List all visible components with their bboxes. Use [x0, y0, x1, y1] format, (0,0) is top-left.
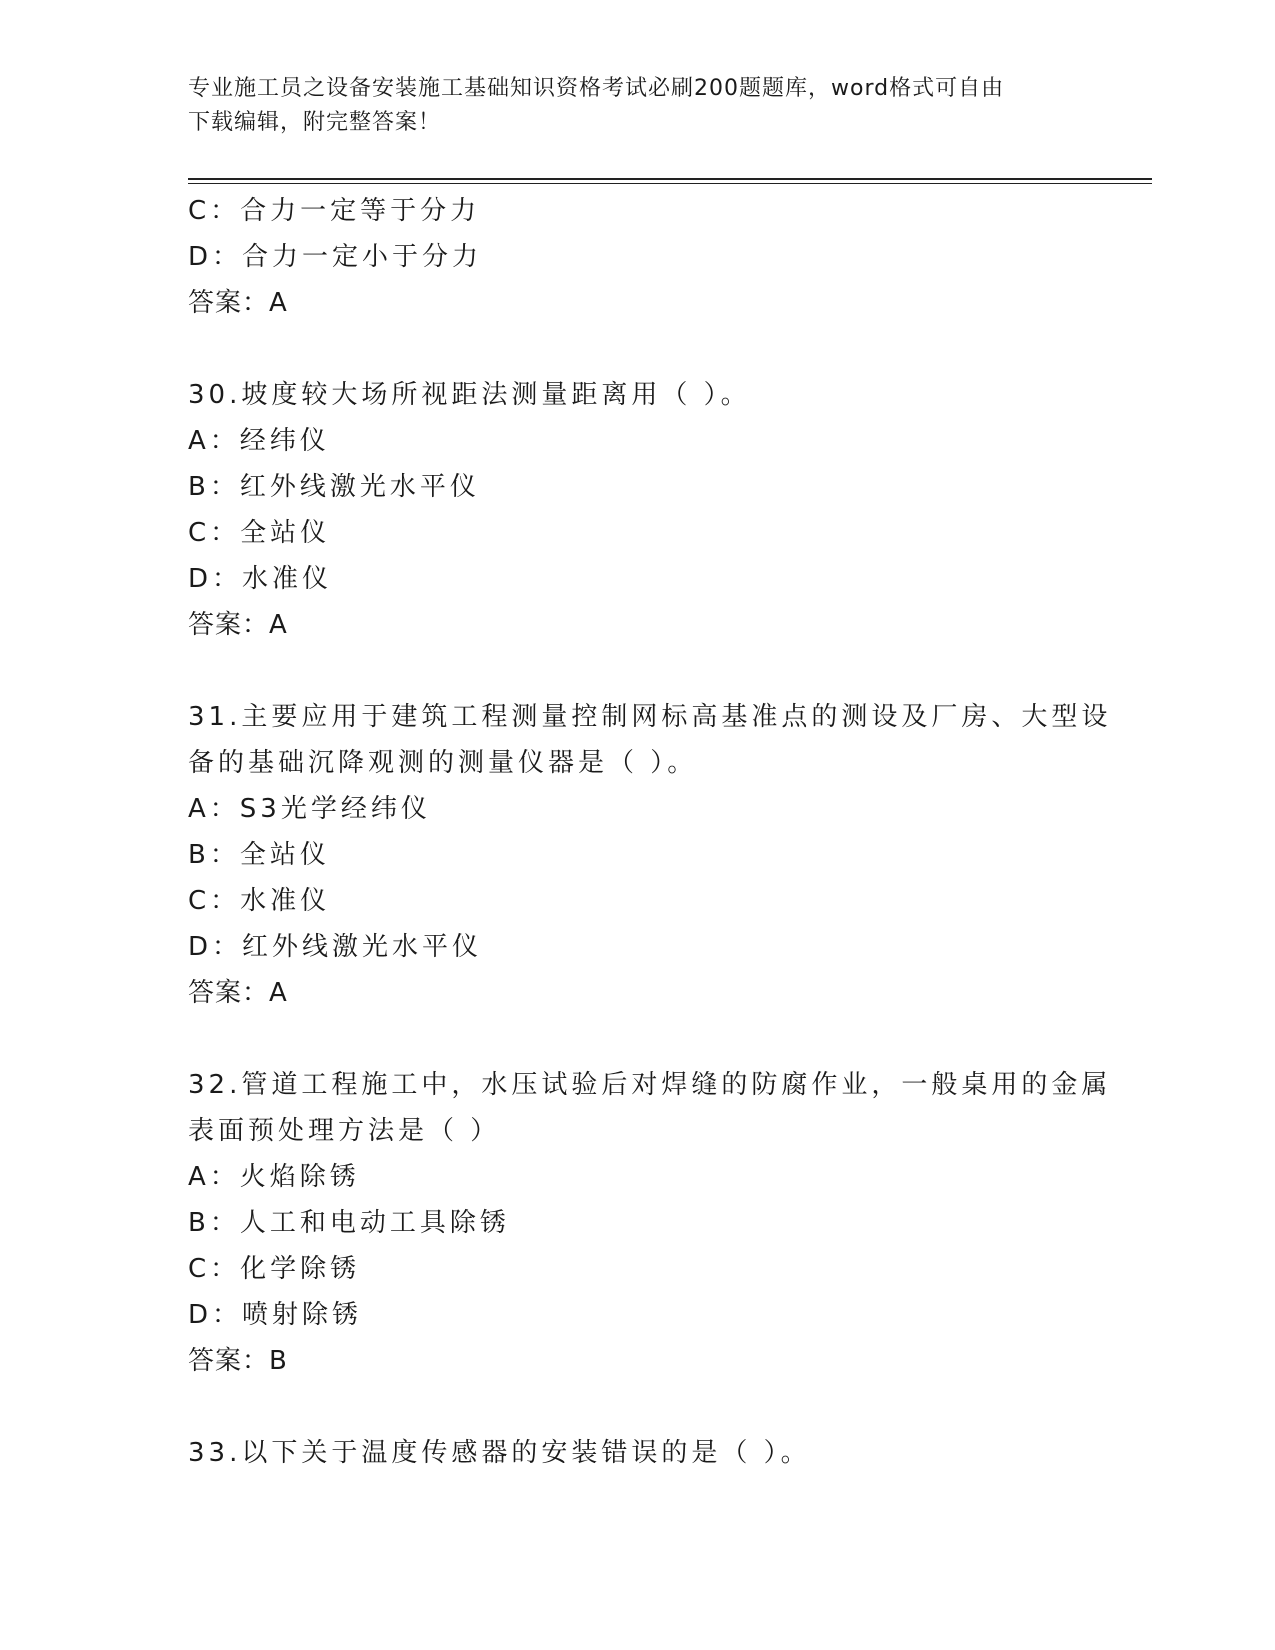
option-d: D：红外线激光水平仪 [188, 932, 483, 962]
option-d: D：喷射除锈 [188, 1300, 363, 1330]
spacer [188, 1016, 1088, 1062]
question-stem-continued: 表面预处理方法是（ ） [188, 1116, 501, 1146]
header-rule-thick [188, 178, 1152, 180]
answer-label: 答案：B [188, 1346, 288, 1376]
spacer [188, 648, 1088, 694]
header-line-2: 下载编辑，附完整答案！ [188, 110, 442, 135]
spacer [188, 1384, 1088, 1430]
option-d: D：合力一定小于分力 [188, 242, 483, 272]
question-stem: 32.管道工程施工中，水压试验后对焊缝的防腐作业，一般桌用的金属 [188, 1070, 1112, 1100]
question-stem: 31.主要应用于建筑工程测量控制网标高基准点的测设及厂房、大型设 [188, 702, 1112, 732]
option-b: B：红外线激光水平仪 [188, 472, 480, 502]
option-a: A：经纬仪 [188, 426, 330, 456]
question-block-30 [188, 372, 1088, 648]
option-a: A：火焰除锈 [188, 1162, 360, 1192]
option-c: C：合力一定等于分力 [188, 196, 481, 226]
option-a: A：S3光学经纬仪 [188, 794, 431, 824]
header-rule-thin [188, 183, 1152, 184]
answer-label: 答案：A [188, 610, 288, 640]
prev-question-block [188, 188, 1088, 326]
option-b: B：人工和电动工具除锈 [188, 1208, 510, 1238]
question-stem: 33.以下关于温度传感器的安装错误的是（ ）。 [188, 1438, 811, 1468]
option-c: C：水准仪 [188, 886, 331, 916]
spacer [188, 326, 1088, 372]
option-c: C：化学除锈 [188, 1254, 361, 1284]
question-stem: 30.坡度较大场所视距法测量距离用（ ）。 [188, 380, 751, 410]
question-stem-continued: 备的基础沉降观测的测量仪器是（ ）。 [188, 748, 698, 778]
question-block-33 [188, 1430, 1088, 1476]
answer-label: 答案：A [188, 978, 288, 1008]
option-c: C：全站仪 [188, 518, 331, 548]
option-d: D：水准仪 [188, 564, 333, 594]
option-b: B：全站仪 [188, 840, 330, 870]
question-content [188, 188, 1112, 1476]
answer-label: 答案：A [188, 288, 288, 318]
document-header [188, 72, 1088, 140]
header-line-1: 专业施工员之设备安装施工基础知识资格考试必刷200题题库，word格式可自由 [188, 76, 1005, 101]
question-block-31 [188, 694, 1112, 1016]
question-block-32 [188, 1062, 1112, 1384]
